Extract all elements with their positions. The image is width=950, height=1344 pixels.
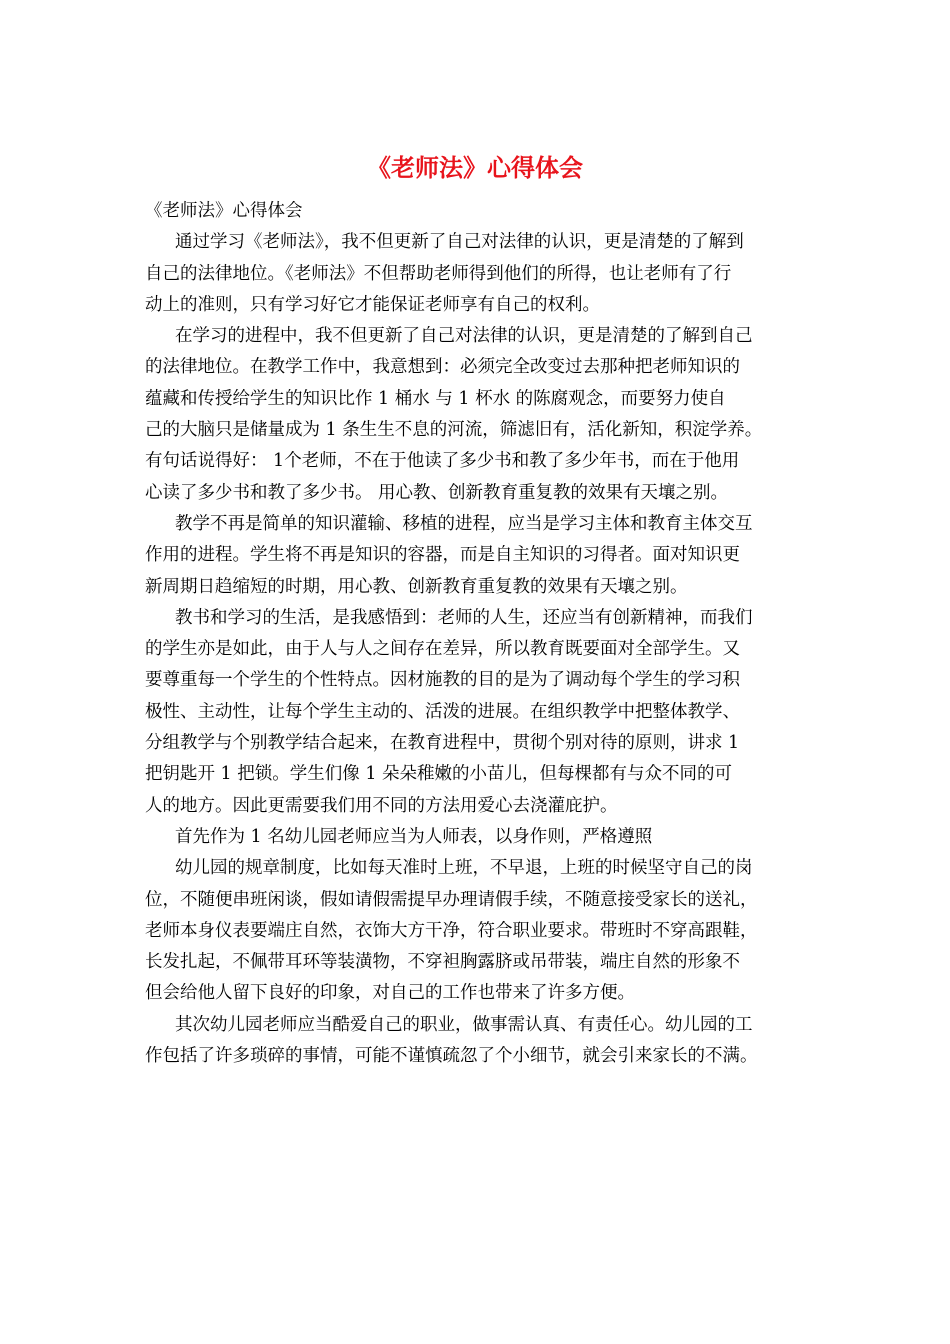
text-line: 人的地方。因此更需要我们用不同的方法用爱心去浇灌庇护。	[145, 795, 618, 816]
text-line: 极性、主动性，让每个学生主动的、活泼的进展。在组织教学中把整体教学、	[145, 701, 740, 722]
text-line: 把钥匙开 1 把锁。学生们像 1 朵朵稚嫩的小苗儿，但每棵都有与众不同的可	[145, 764, 733, 785]
text-line: 教书和学习的生活，是我感悟到：老师的人生，还应当有创新精神，而我们	[175, 607, 753, 628]
text-line: 蕴藏和传授给学生的知识比作 1 桶水 与 1 杯水 的陈腐观念，而要努力使自	[145, 388, 726, 409]
text-line: 新周期日趋缩短的时期，用心教、创新教育重复教的效果有天壤之别。	[145, 576, 688, 597]
text-line: 分组教学与个别教学结合起来，在教育进程中，贯彻个别对待的原则，讲求 1	[145, 733, 740, 754]
text-line: 首先作为 1 名幼儿园老师应当为人师表，以身作则，严格遵照	[175, 826, 653, 847]
text-line: 动上的准则，只有学习好它才能保证老师享有自己的权利。	[145, 294, 600, 315]
text-line: 老师本身仪表要端庄自然，衣饰大方干净，符合职业要求。带班时不穿高跟鞋，	[145, 920, 758, 941]
text-line: 作用的进程。学生将不再是知识的容器，而是自主知识的习得者。面对知识更	[145, 545, 740, 566]
document-title: 《老师法》心得体会	[367, 153, 583, 182]
text-line: 自己的法律地位。《老师法》不但帮助老师得到他们的所得，也让老师有了行	[145, 263, 732, 284]
text-line: 在学习的进程中，我不但更新了自己对法律的认识，更是清楚的了解到自己	[175, 326, 753, 347]
text-line: 作包括了许多琐碎的事情，可能不谨慎疏忽了个小细节，就会引来家长的不满。	[145, 1046, 758, 1067]
text-line: 心读了多少书和教了多少书。 用心教、创新教育重复教的效果有天壤之别。	[145, 482, 729, 503]
text-line: 教学不再是简单的知识灌输、移植的进程，应当是学习主体和教育主体交互	[175, 513, 753, 534]
text-line: 的法律地位。在教学工作中，我意想到：必须完全改变过去那种把老师知识的	[145, 357, 740, 378]
text-line: 通过学习《老师法》，我不但更新了自己对法律的认识，更是清楚的了解到	[175, 232, 744, 253]
text-line: 但会给他人留下良好的印象，对自己的工作也带来了许多方便。	[145, 983, 635, 1004]
text-line: 长发扎起，不佩带耳环等装潢物，不穿袒胸露脐或吊带装，端庄自然的形象不	[145, 952, 740, 973]
document-body	[145, 196, 813, 1072]
text-line: 要尊重每一个学生的个性特点。因材施教的目的是为了调动每个学生的学习积	[145, 670, 740, 691]
text-line: 幼儿园的规章制度，比如每天准时上班，不早退，上班的时候坚守自己的岗	[175, 858, 753, 879]
text-line: 的学生亦是如此，由于人与人之间存在差异，所以教育既要面对全部学生。又	[145, 639, 740, 660]
text-line: 有句话说得好： 1个老师，不在于他读了多少书和教了多少年书，而在于他用	[145, 451, 740, 472]
text-line: 《老师法》心得体会	[145, 201, 303, 221]
text-line: 位，不随便串班闲谈，假如请假需提早办理请假手续，不随意接受家长的送礼，	[145, 889, 758, 910]
text-line: 己的大脑只是储量成为 1 条生生不息的河流，筛滤旧有，活化新知，积淀学养。	[145, 420, 763, 441]
text-line: 其次幼儿园老师应当酷爱自己的职业，做事需认真、有责任心。幼儿园的工	[175, 1014, 753, 1035]
